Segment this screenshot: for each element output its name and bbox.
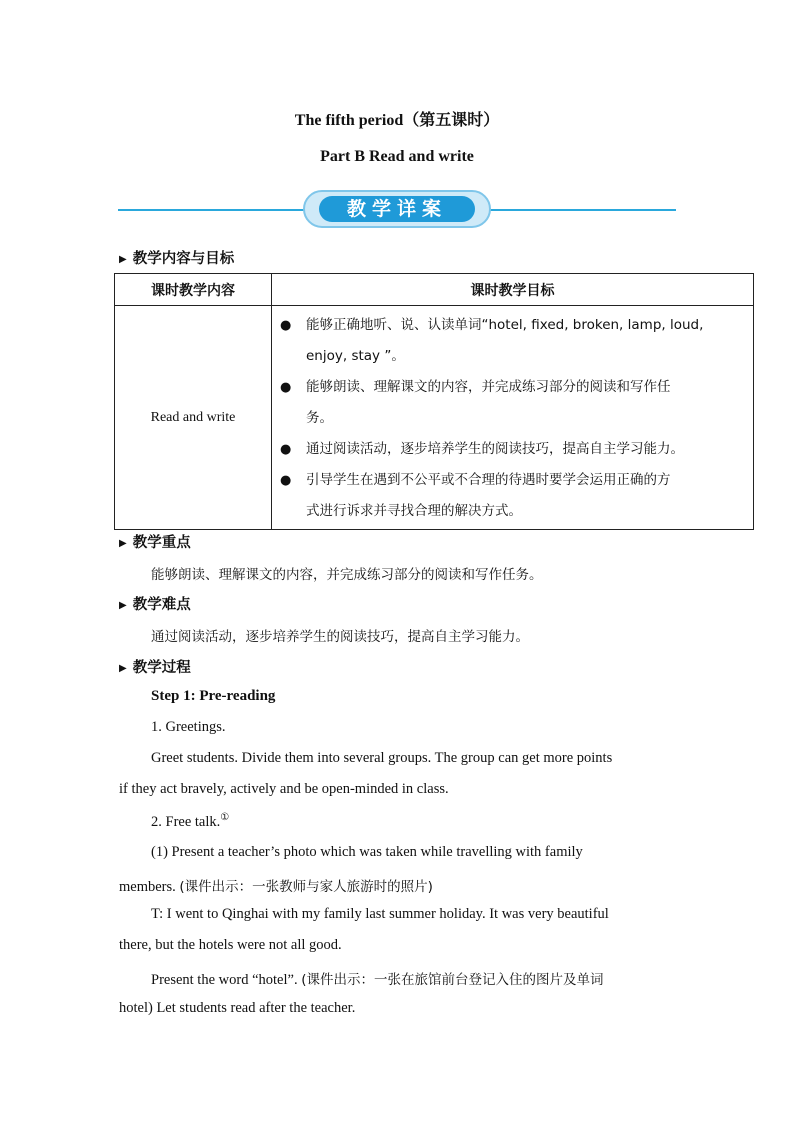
triangle-icon: ▶ [119, 538, 127, 549]
bullet-icon: ● [280, 473, 292, 488]
table-goals-cell [272, 306, 754, 530]
paragraph-line: T: I went to Qinghai with my family last summer holiday. It was very beautiful [151, 906, 609, 922]
section-heading-key-points [119, 531, 191, 552]
table-header-cell: 课时教学目标 [272, 274, 754, 306]
section-heading-label: 教学难点 [132, 597, 191, 613]
bullet-icon: ● [280, 380, 292, 395]
banner-label: 教学详案 [319, 196, 475, 222]
paragraph-line: (1) Present a teacher’s photo which was taken while travelling with family [151, 844, 583, 860]
key-points-text: 能够朗读、理解课文的内容，并完成练习部分的阅读和写作任务。 [151, 567, 543, 583]
goal-item [272, 310, 753, 372]
paragraph-line [119, 875, 433, 896]
section-heading-label: 教学重点 [132, 535, 191, 551]
goal-line: 引导学生在遇到不公平或不合理的待遇时要学会运用正确的方 [306, 472, 671, 488]
goal-item [272, 465, 753, 527]
footnote-marker[interactable]: ① [220, 812, 230, 823]
goal-line: 能够朗读、理解课文的内容，并完成练习部分的阅读和写作任 [306, 379, 671, 395]
section-heading-label: 教学过程 [132, 660, 191, 676]
goal-line: 能够正确地听、说、认读单词“hotel, fixed, broken, lamp, loud, [306, 317, 704, 333]
triangle-icon: ▶ [119, 600, 127, 611]
greetings-heading: 1. Greetings. [151, 719, 226, 735]
courseware-note: (课件出示：一张教师与家人旅游时的照片) [179, 879, 433, 895]
paragraph-line [151, 968, 603, 989]
table-header-row [115, 274, 754, 306]
bullet-icon: ● [280, 318, 292, 333]
paragraph-line: if they act bravely, actively and be open-minded in class. [119, 781, 449, 797]
page-title: The fifth period（第五课时） [294, 112, 500, 129]
courseware-note: (课件出示：一张在旅馆前台登记入住的图片及单词 [301, 972, 604, 988]
paragraph-line: there, but the hotels were not all good. [119, 937, 342, 953]
banner-pill [303, 190, 491, 228]
table-content-cell: Read and write [115, 306, 272, 530]
section-heading-content-goals [119, 247, 234, 268]
triangle-icon: ▶ [119, 254, 127, 265]
goals-table [114, 273, 754, 530]
section-heading-label: 教学内容与目标 [132, 251, 235, 267]
section-banner [118, 190, 676, 230]
difficulties-text: 通过阅读活动，逐步培养学生的阅读技巧，提高自主学习能力。 [151, 629, 529, 645]
goal-line: enjoy, stay ”。 [306, 348, 405, 364]
free-talk-heading [151, 812, 229, 831]
bullet-icon: ● [280, 442, 292, 457]
paragraph-text: Present the word “hotel”. [151, 972, 302, 988]
goal-line: 式进行诉求并寻找合理的解决方式。 [306, 503, 522, 519]
paragraph-line: hotel) Let students read after the teacher. [119, 1000, 356, 1016]
goal-item [272, 372, 753, 434]
paragraph-text: members. [119, 879, 180, 895]
free-talk-label: 2. Free talk. [151, 813, 221, 830]
goal-line: 通过阅读活动，逐步培养学生的阅读技巧，提高自主学习能力。 [306, 441, 684, 457]
step-heading: Step 1: Pre-reading [151, 688, 276, 704]
table-header-cell: 课时教学内容 [115, 274, 272, 306]
goal-line: 务。 [306, 410, 333, 426]
goal-item [272, 434, 753, 465]
table-row [115, 306, 754, 530]
triangle-icon: ▶ [119, 663, 127, 674]
page-subtitle: Part B Read and write [320, 148, 474, 165]
section-heading-difficulties [119, 593, 191, 614]
paragraph-line: Greet students. Divide them into several groups. The group can get more points [151, 750, 613, 766]
section-heading-process [119, 656, 191, 677]
